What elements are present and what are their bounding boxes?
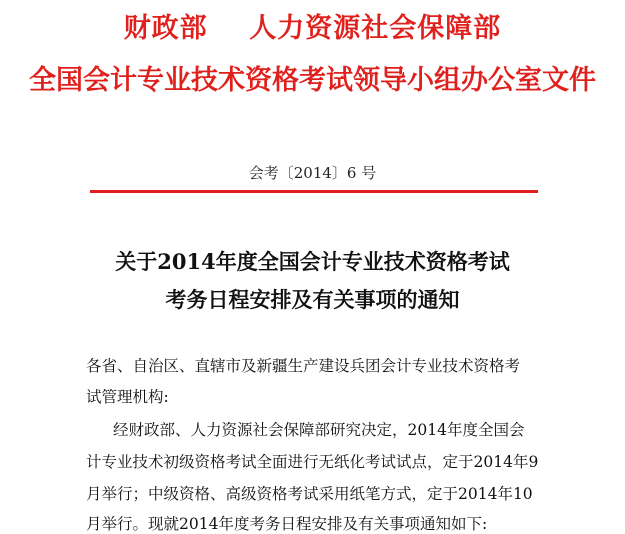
notice-title-line-2: 考务日程安排及有关事项的通知 <box>165 287 460 312</box>
issuing-office: 全国会计专业技术资格考试领导小组办公室文件 <box>29 65 596 96</box>
paragraph-line-2: 计专业技术初级资格考试全面进行无纸化考试试点，定于2014年9 <box>86 453 539 471</box>
issuing-departments: 财政部 人力资源社会保障部 <box>123 13 502 44</box>
paragraph-line-3: 月举行；中级资格、高级资格考试采用纸笔方式，定于2014年10 <box>86 485 533 503</box>
notice-title-line-1: 关于2014年度全国会计专业技术资格考试 <box>115 249 510 274</box>
document-number: 会考〔2014〕6 号 <box>248 164 377 182</box>
addressee-line-2: 试管理机构: <box>86 388 169 406</box>
paragraph-line-4: 月举行。现就2014年度考务日程安排及有关事项通知如下: <box>86 515 488 533</box>
paragraph-line-1: 经财政部、人力资源社会保障部研究决定，2014年度全国会 <box>113 421 525 439</box>
red-divider <box>90 190 538 193</box>
addressee-line-1: 各省、自治区、直辖市及新疆生产建设兵团会计专业技术资格考 <box>86 357 521 375</box>
